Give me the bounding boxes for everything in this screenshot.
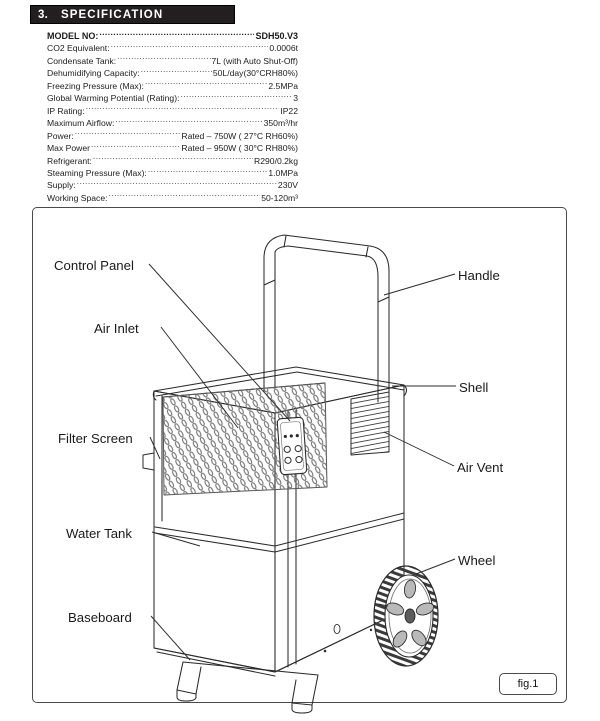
callout-control-panel: Control Panel — [54, 258, 134, 273]
callout-wheel: Wheel — [458, 553, 496, 568]
spec-value: 230V — [277, 180, 298, 191]
callout-air-vent: Air Vent — [457, 460, 504, 475]
spec-row — [47, 167, 298, 179]
callout-filter-screen: Filter Screen — [58, 431, 133, 446]
spec-label: Max Power — [47, 143, 90, 154]
spec-label: Global Warming Potential (Rating): — [47, 93, 180, 104]
spec-row — [47, 117, 298, 129]
spec-dot-leader — [111, 42, 269, 51]
spec-value: SDH50.V3 — [255, 31, 298, 41]
section-number: 3. — [38, 8, 48, 21]
spec-dot-leader — [99, 30, 254, 39]
spec-dot-leader — [115, 117, 262, 126]
spec-value: 50-120m³ — [261, 192, 298, 203]
spec-label: MODEL NO: — [47, 31, 99, 41]
specification-list — [47, 30, 298, 217]
spec-value: Rated – 750W ( 27°C RH60%) — [181, 130, 298, 141]
spec-value: 2.5MPa — [268, 80, 298, 91]
spec-dot-leader — [86, 105, 280, 114]
spec-value: Rated – 950W ( 30°C RH80%) — [181, 143, 298, 154]
spec-label: Dehumidifying Capacity: — [47, 68, 140, 79]
spec-dot-leader — [145, 80, 267, 89]
spec-label: Supply: — [47, 180, 76, 191]
spec-label: Condensate Tank: — [47, 55, 117, 66]
spec-label: CO2 Equivalent: — [47, 43, 110, 54]
spec-label: Freezing Pressure (Max): — [47, 80, 144, 91]
spec-dot-leader — [148, 167, 268, 176]
spec-row — [47, 67, 298, 79]
callout-water-tank: Water Tank — [66, 526, 132, 541]
spec-row — [47, 130, 298, 142]
spec-row — [47, 155, 298, 167]
spec-row — [47, 42, 298, 54]
spec-dot-leader — [117, 55, 210, 64]
spec-dot-leader — [93, 155, 253, 164]
spec-dot-leader — [109, 192, 261, 201]
spec-row — [47, 105, 298, 117]
spec-label: Maximum Airflow: — [47, 118, 115, 129]
callout-handle: Handle — [458, 268, 500, 283]
spec-value: 3 — [293, 93, 298, 104]
callout-air-inlet: Air Inlet — [94, 321, 139, 336]
spec-value: 7L (with Auto Shut-Off) — [211, 55, 298, 66]
spec-value: 0.0006t — [269, 43, 298, 54]
spec-value: IP22 — [280, 105, 298, 116]
spec-value: 1.0MPa — [268, 167, 298, 178]
spec-value: 50L/day(30°CRH80%) — [212, 68, 298, 79]
spec-row — [47, 142, 298, 154]
section-title: SPECIFICATION — [61, 8, 164, 21]
spec-value: R290/0.2kg — [254, 155, 298, 166]
section-header — [30, 5, 235, 24]
spec-dot-leader — [75, 130, 181, 139]
spec-row — [47, 80, 298, 92]
spec-label: Steaming Pressure (Max): — [47, 167, 147, 178]
spec-row — [47, 92, 298, 104]
spec-label: IP Rating: — [47, 105, 85, 116]
figure-caption: fig.1 — [499, 673, 557, 695]
spec-label: Working Space: — [47, 192, 108, 203]
spec-value: 350m³/hr — [263, 118, 298, 129]
spec-label: Power: — [47, 130, 74, 141]
callout-shell: Shell — [459, 380, 489, 395]
spec-row — [47, 192, 298, 204]
spec-dot-leader — [77, 179, 277, 188]
spec-dot-leader — [91, 142, 180, 151]
spec-label: Refrigerant: — [47, 155, 92, 166]
spec-row — [47, 179, 298, 191]
spec-row — [47, 55, 298, 67]
spec-row — [47, 30, 298, 42]
callout-baseboard: Baseboard — [68, 610, 132, 625]
spec-dot-leader — [141, 67, 212, 76]
spec-dot-leader — [180, 92, 292, 101]
